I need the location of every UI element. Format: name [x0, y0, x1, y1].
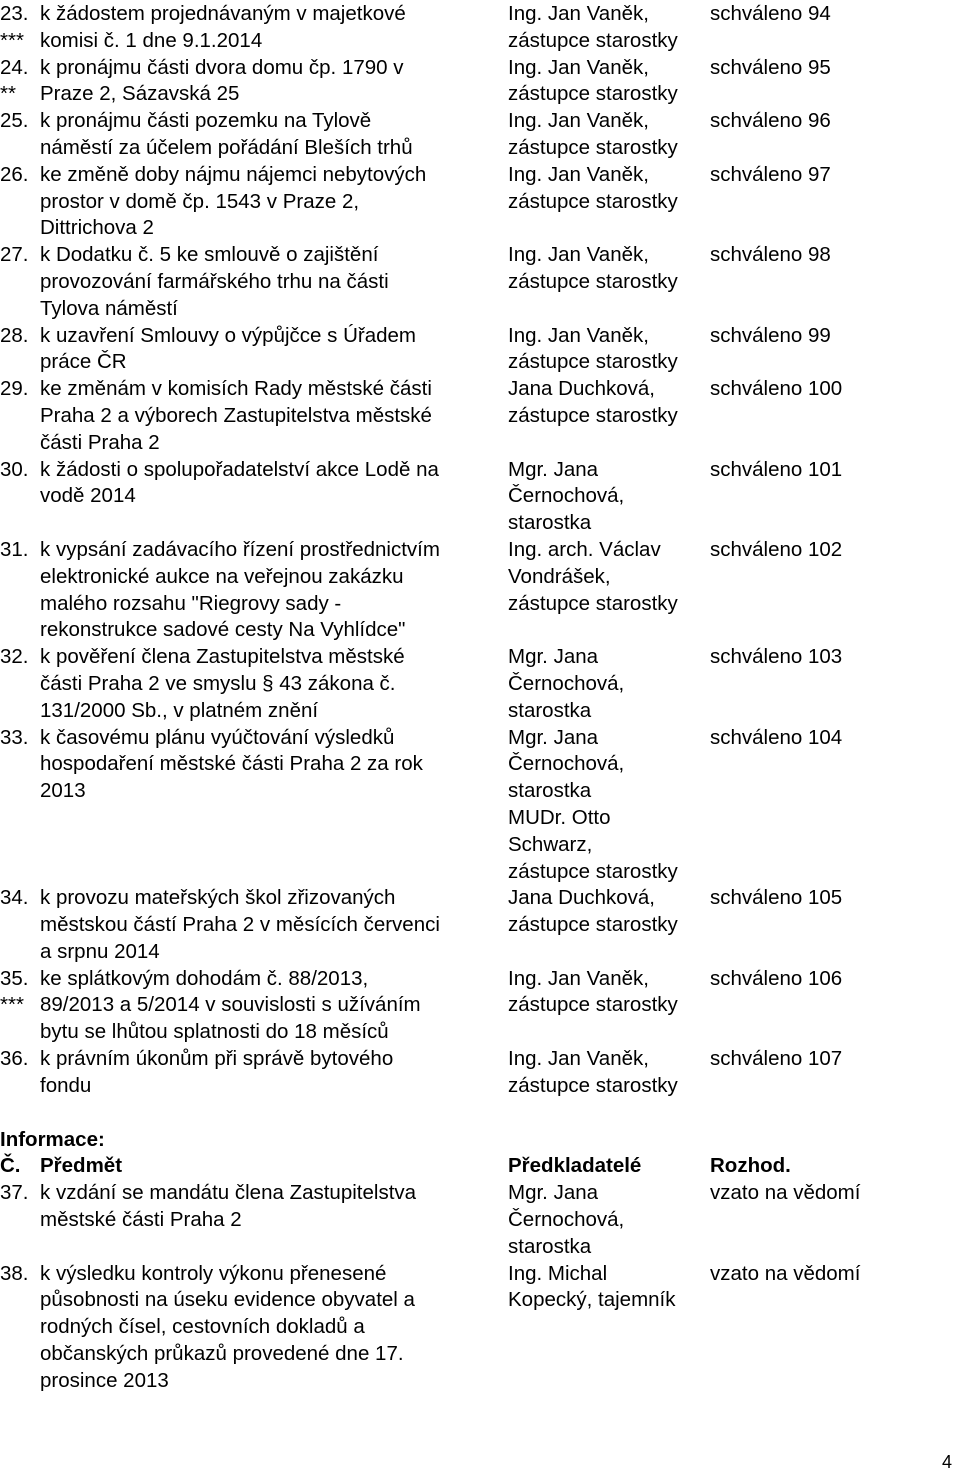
item-number: 35. *** [0, 966, 29, 1017]
presenter-line: Ing. Jan Vaněk, [508, 109, 649, 133]
presenter-line: Schwarz, [508, 832, 593, 856]
item-presenter [508, 1180, 710, 1260]
item-subject [40, 537, 508, 644]
subject-line: ke splátkovým dohodám č. 88/2013, [40, 966, 369, 990]
subject-line: k právním úkonům při správě bytového [40, 1047, 394, 1071]
presenter-line: Černochová, [508, 484, 625, 508]
subject-line: Praze 2, Sázavská 25 [40, 82, 240, 106]
item-result: vzato na vědomí [710, 1261, 861, 1285]
presenter-line: Jana Duchková, [508, 886, 656, 910]
subject-line: působnosti na úseku evidence obyvatel a [40, 1288, 415, 1312]
subject-line: k výsledku kontroly výkonu přenesené [40, 1261, 387, 1285]
presenter-line: Mgr. Jana [508, 725, 599, 749]
presenter-line: Černochová, [508, 752, 625, 776]
presenter-line: zástupce starostky [508, 859, 678, 883]
info-table-header [0, 1153, 960, 1180]
info-list [0, 1180, 960, 1394]
item-number: 37. [0, 1181, 29, 1205]
subject-line: prosince 2013 [40, 1368, 169, 1392]
subject-line: městské části Praha 2 [40, 1208, 242, 1232]
presenter-line: Mgr. Jana [508, 457, 599, 481]
item-subject [40, 885, 508, 965]
item-result: schváleno 96 [710, 109, 831, 133]
subject-line: k vypsání zadávacího řízení prostřednictvím [40, 537, 440, 561]
presenter-line: Černochová, [508, 1208, 625, 1232]
item-result: schváleno 100 [710, 377, 843, 401]
item-presenter [508, 885, 710, 939]
item-number: 25. [0, 109, 29, 133]
item-subject [40, 966, 508, 1046]
item-presenter [508, 108, 710, 162]
presenter-line: zástupce starostky [508, 1073, 678, 1097]
presenter-line: zástupce starostky [508, 913, 678, 937]
item-subject [40, 1261, 508, 1395]
subject-line: rekonstrukce sadové cesty Na Vyhlídce" [40, 618, 406, 642]
item-number: 27. [0, 243, 29, 267]
subject-line: elektronické aukce na veřejnou zakázku [40, 564, 404, 588]
item-presenter [508, 242, 710, 296]
presenter-line: Mgr. Jana [508, 1181, 599, 1205]
subject-line: komisi č. 1 dne 9.1.2014 [40, 28, 263, 52]
item-subject [40, 644, 508, 724]
subject-line: 89/2013 a 5/2014 v souvislosti s užíváním [40, 993, 421, 1017]
table-row [0, 537, 960, 644]
presenter-line: Ing. Jan Vaněk, [508, 55, 649, 79]
item-presenter [508, 644, 710, 724]
item-subject [40, 1046, 508, 1100]
header-presenter: Předkladatelé [508, 1154, 642, 1178]
item-presenter [508, 162, 710, 216]
presenter-line: Ing. Jan Vaněk, [508, 2, 649, 25]
item-subject [40, 376, 508, 456]
item-result: schváleno 94 [710, 2, 831, 25]
table-row [0, 323, 960, 377]
item-subject [40, 162, 508, 242]
subject-line: k pronájmu části dvora domu čp. 1790 v [40, 55, 404, 79]
subject-line: Praha 2 a výborech Zastupitelstva městské [40, 403, 432, 427]
item-number: 32. [0, 645, 29, 669]
subject-line: k pověření člena Zastupitelstva městské [40, 645, 405, 669]
table-row [0, 108, 960, 162]
subject-line: fondu [40, 1073, 92, 1097]
presenter-line: zástupce starostky [508, 403, 678, 427]
presenter-line: starostka [508, 511, 592, 535]
presenter-line: Ing. Michal [508, 1261, 608, 1285]
presenter-line: zástupce starostky [508, 135, 678, 159]
subject-line: k vzdání se mandátu člena Zastupitelstva [40, 1181, 417, 1205]
subject-line: k časovému plánu vyúčtování výsledků [40, 725, 395, 749]
resolution-list [0, 1, 960, 1100]
item-subject [40, 108, 508, 162]
item-subject [40, 1, 508, 55]
presenter-line: Ing. Jan Vaněk, [508, 1047, 649, 1071]
presenter-line: Ing. arch. Václav [508, 537, 661, 561]
presenter-line: Ing. Jan Vaněk, [508, 323, 649, 347]
subject-line: provozování farmářského trhu na části [40, 269, 389, 293]
item-presenter [508, 1, 710, 55]
presenter-line: zástupce starostky [508, 82, 678, 106]
table-row [0, 966, 960, 1046]
item-presenter [508, 457, 710, 537]
header-number: Č. [0, 1154, 21, 1178]
subject-line: prostor v domě čp. 1543 v Praze 2, [40, 189, 360, 213]
item-number: 33. [0, 725, 29, 749]
presenter-line: zástupce starostky [508, 591, 678, 615]
item-result: schváleno 98 [710, 243, 831, 267]
presenter-line: Ing. Jan Vaněk, [508, 162, 649, 186]
table-row [0, 725, 960, 886]
document-page [0, 1, 960, 1395]
presenter-line: zástupce starostky [508, 28, 678, 52]
item-result: schváleno 106 [710, 966, 843, 990]
header-subject: Předmět [40, 1154, 123, 1178]
presenter-line: MUDr. Otto [508, 805, 611, 829]
subject-line: k uzavření Smlouvy o výpůjčce s Úřadem [40, 323, 416, 347]
table-row [0, 1, 960, 55]
presenter-line: Černochová, [508, 671, 625, 695]
subject-line: rodných čísel, cestovních dokladů a [40, 1315, 365, 1339]
presenter-line: Ing. Jan Vaněk, [508, 243, 649, 267]
table-row [0, 1180, 960, 1260]
item-presenter [508, 1261, 710, 1315]
item-number: 31. [0, 537, 29, 561]
presenter-line: zástupce starostky [508, 993, 678, 1017]
item-subject [40, 1180, 508, 1234]
item-result: schváleno 102 [710, 537, 843, 561]
table-row [0, 55, 960, 109]
table-row [0, 644, 960, 724]
item-presenter [508, 376, 710, 430]
item-subject [40, 323, 508, 377]
item-number: 23. *** [0, 2, 29, 52]
presenter-line: Kopecký, tajemník [508, 1288, 676, 1312]
presenter-line: Ing. Jan Vaněk, [508, 966, 649, 990]
subject-line: vodě 2014 [40, 484, 136, 508]
subject-line: občanských průkazů provedené dne 17. [40, 1342, 404, 1366]
table-row [0, 376, 960, 456]
item-number: 30. [0, 457, 29, 481]
info-section-title: Informace: [0, 1127, 105, 1151]
item-presenter [508, 323, 710, 377]
subject-line: městskou částí Praha 2 v měsících červenci [40, 913, 440, 937]
presenter-line: zástupce starostky [508, 269, 678, 293]
subject-line: části Praha 2 ve smyslu § 43 zákona č. [40, 671, 396, 695]
table-row [0, 457, 960, 537]
presenter-line: zástupce starostky [508, 350, 678, 374]
presenter-line: Jana Duchková, [508, 377, 656, 401]
item-subject [40, 55, 508, 109]
item-subject [40, 725, 508, 805]
item-number: 24. ** [0, 55, 29, 106]
subject-line: části Praha 2 [40, 430, 160, 454]
subject-line: práce ČR [40, 350, 127, 374]
table-row [0, 242, 960, 322]
subject-line: hospodaření městské části Praha 2 za rok [40, 752, 423, 776]
item-result: schváleno 99 [710, 323, 831, 347]
item-result: schváleno 107 [710, 1047, 843, 1071]
subject-line: 2013 [40, 779, 86, 803]
subject-line: 131/2000 Sb., v platném znění [40, 698, 319, 722]
header-result: Rozhod. [710, 1154, 791, 1178]
presenter-line: Vondrášek, [508, 564, 611, 588]
item-result: schváleno 104 [710, 725, 843, 749]
subject-line: k žádostem projednávaným v majetkové [40, 2, 406, 25]
presenter-line: zástupce starostky [508, 189, 678, 213]
presenter-line: starostka [508, 698, 592, 722]
item-number: 34. [0, 886, 29, 910]
table-row [0, 885, 960, 965]
subject-line: malého rozsahu "Riegrovy sady - [40, 591, 342, 615]
item-result: schváleno 95 [710, 55, 831, 79]
item-number: 28. [0, 323, 29, 347]
table-row [0, 1261, 960, 1395]
subject-line: k pronájmu části pozemku na Tylově [40, 109, 372, 133]
item-subject [40, 242, 508, 322]
table-row [0, 162, 960, 242]
subject-line: k provozu mateřských škol zřizovaných [40, 886, 396, 910]
subject-line: k žádosti o spolupořadatelství akce Lodě na [40, 457, 439, 481]
item-presenter [508, 725, 710, 886]
item-result: schváleno 105 [710, 886, 843, 910]
item-number: 38. [0, 1261, 29, 1285]
presenter-line: starostka [508, 779, 592, 803]
subject-line: Dittrichova 2 [40, 216, 154, 240]
item-number: 29. [0, 377, 29, 401]
subject-line: náměstí za účelem pořádání Bleších trhů [40, 135, 413, 159]
subject-line: a srpnu 2014 [40, 939, 160, 963]
subject-line: ke změnám v komisích Rady městské části [40, 377, 432, 401]
subject-line: k Dodatku č. 5 ke smlouvě o zajištění [40, 243, 379, 267]
presenter-line: Mgr. Jana [508, 645, 599, 669]
item-presenter [508, 537, 710, 617]
item-result: schváleno 97 [710, 162, 831, 186]
subject-line: ke změně doby nájmu nájemci nebytových [40, 162, 427, 186]
presenter-line: starostka [508, 1234, 592, 1258]
page-number: 4 [941, 1452, 952, 1472]
item-presenter [508, 55, 710, 109]
item-result: vzato na vědomí [710, 1181, 861, 1205]
item-number: 36. [0, 1047, 29, 1071]
item-result: schváleno 101 [710, 457, 843, 481]
item-subject [40, 457, 508, 511]
item-result: schváleno 103 [710, 645, 843, 669]
item-number: 26. [0, 162, 29, 186]
item-presenter [508, 966, 710, 1020]
subject-line: bytu se lhůtou splatnosti do 18 měsíců [40, 1020, 389, 1044]
subject-line: Tylova náměstí [40, 296, 178, 320]
item-presenter [508, 1046, 710, 1100]
table-row [0, 1046, 960, 1100]
